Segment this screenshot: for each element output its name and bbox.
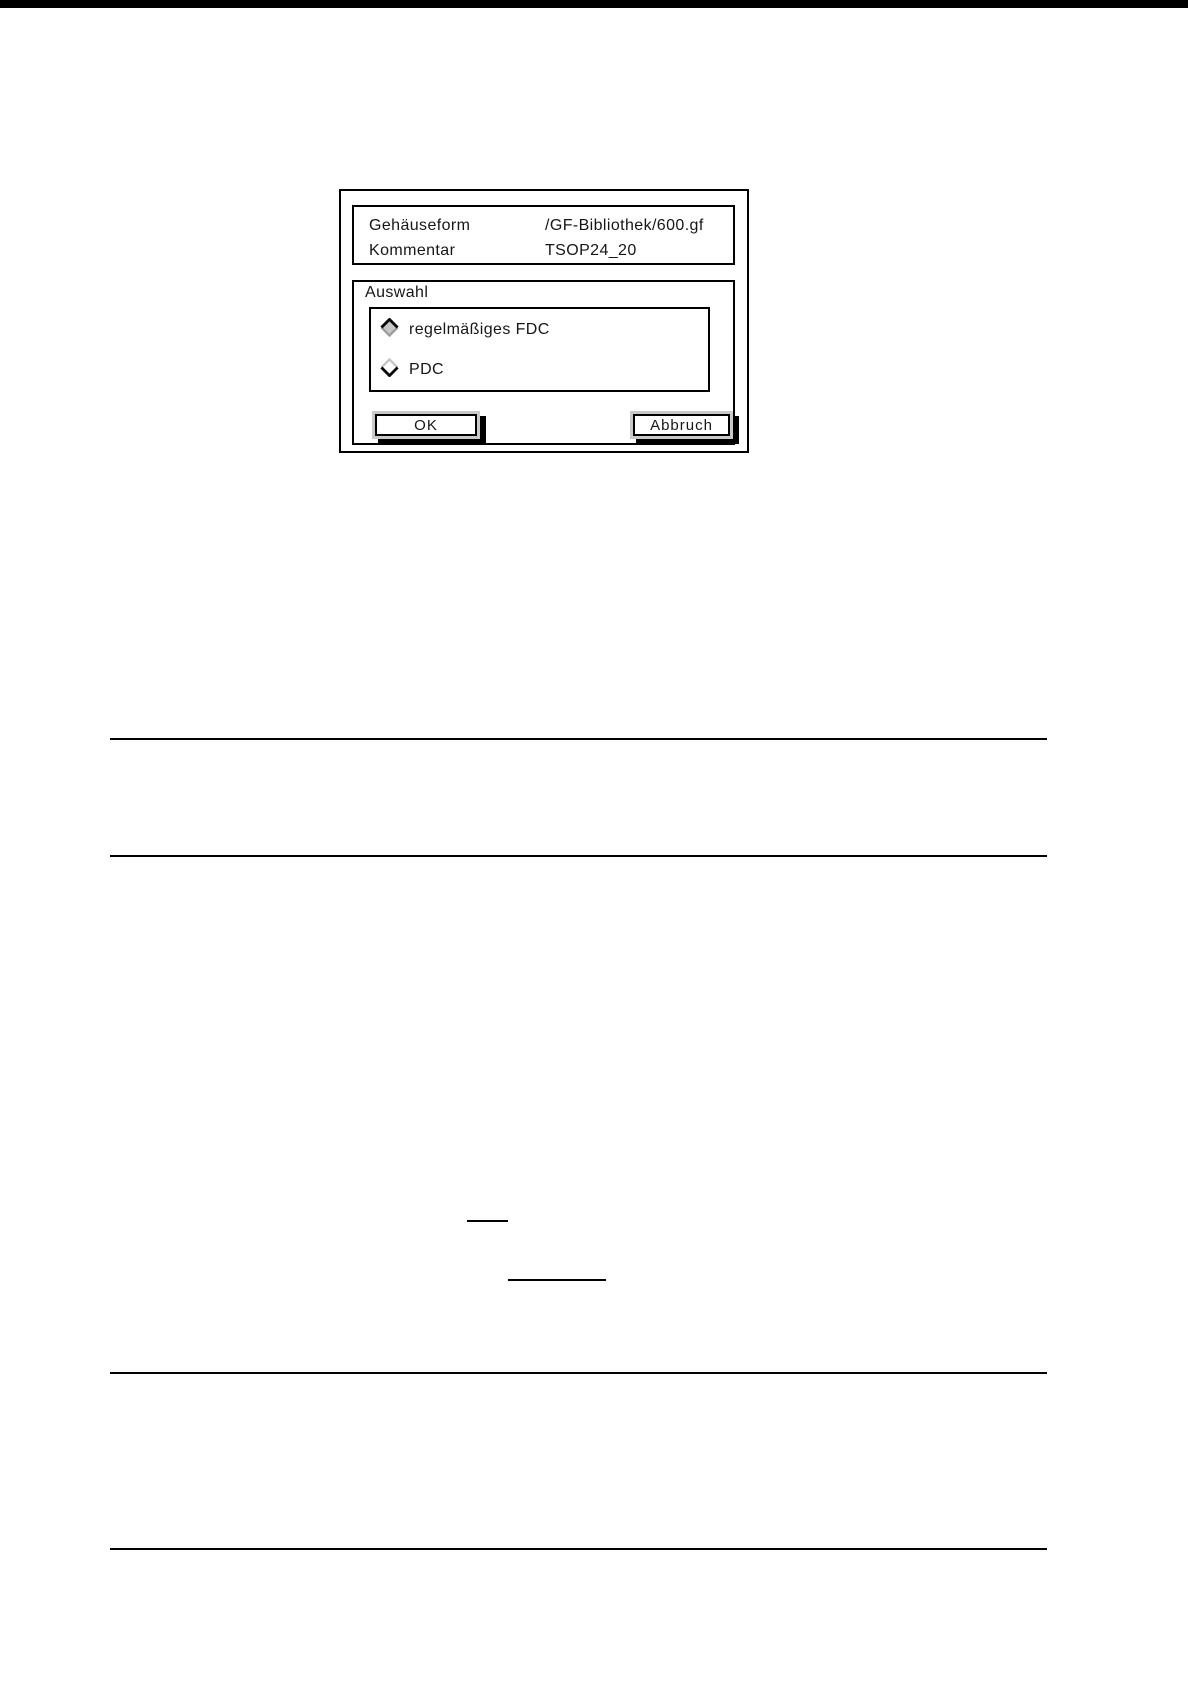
radio-selected-icon[interactable] [380, 318, 399, 342]
ok-button-label: OK [375, 414, 477, 436]
auswahl-group-title: Auswahl [365, 284, 429, 301]
kommentar-label: Kommentar [369, 241, 456, 259]
section-rule-top [110, 738, 1047, 740]
page-top-rule [0, 0, 1188, 8]
info-row-kommentar [354, 238, 733, 263]
abbruch-button-label: Abbruch [633, 414, 730, 436]
radio-option-pdc[interactable] [371, 350, 708, 390]
gehaeuseform-label: Gehäuseform [369, 216, 471, 234]
info-box [352, 205, 735, 265]
ok-button[interactable] [372, 411, 480, 439]
underline-short [467, 1220, 508, 1222]
auswahl-group-box [352, 280, 735, 445]
radio-unselected-icon[interactable] [380, 358, 399, 382]
section-rule-third [110, 1372, 1047, 1374]
section-rule-bottom [110, 1548, 1047, 1550]
option-list-box [369, 307, 710, 392]
package-selection-dialog [339, 189, 749, 453]
section-rule-second [110, 855, 1047, 857]
radio-option-label: regelmäßiges FDC [409, 321, 550, 338]
kommentar-value: TSOP24_20 [545, 241, 637, 259]
abbruch-button[interactable] [630, 411, 733, 439]
radio-option-label: PDC [409, 361, 444, 378]
radio-option-regelmaessiges-fdc[interactable] [371, 310, 708, 350]
underline-long [508, 1279, 606, 1281]
gehaeuseform-value: /GF-Bibliothek/600.gf [545, 216, 704, 234]
info-row-gehaeuseform [354, 213, 733, 238]
